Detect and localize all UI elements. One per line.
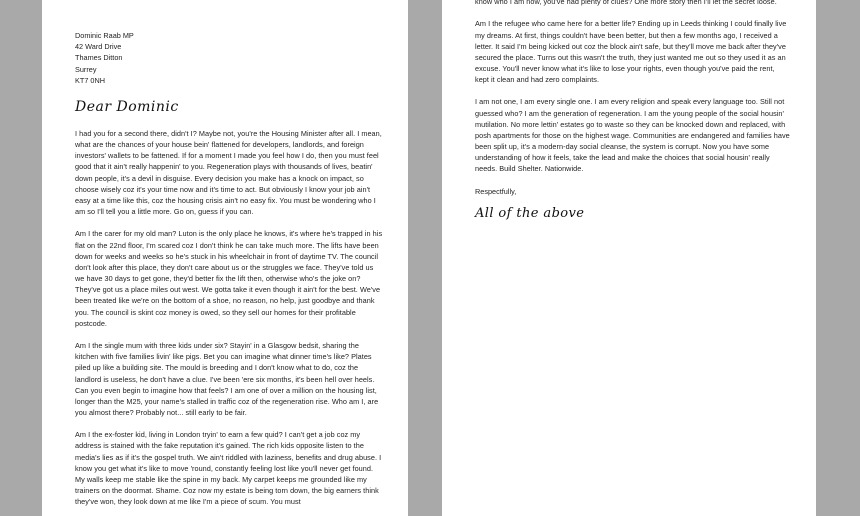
handwritten-signature: All of the above bbox=[475, 205, 585, 221]
handwritten-salutation: Dear Dominic bbox=[75, 99, 179, 116]
address-line: Dominic Raab MP bbox=[75, 31, 134, 40]
letter-paragraph: Am I the ex-foster kid, living in London tryin' to earn a few quid? I can't get a job coz my address is stained with the fake reputation it's gained. The rich kids opposite listen to the media's lies as if it's the gospel truth. We ain't riddled with laziness, benefits and drug abuse. I know you get what it's like to move 'round, constantly feeling lost like you'll never get found. My walls keep me stable like the spine in my back. My carpet keeps me grounded like my trainers on the doormat. Shame. Coz now my estate is being torn down, the big earners think they've won, they look down at me like I'm a piece of scum. You must bbox=[75, 430, 382, 507]
letter-page-right bbox=[442, 0, 816, 516]
address-line: Surrey bbox=[75, 64, 97, 74]
letter-paragraph: I had you for a second there, didn't I? Maybe not, you're the Housing Minister after all. I mean, what are the chances of your house bein' flattened for developers, landlords, and foreign investors' wallets to be fattened. If for a moment I made you feel how I do, then you must feel good that it ain't really happenin' to you. Regeneration plays with thousands of lives, beatin' down people, it's a devil in disguise. Every decision you make has a knock on impact, so choose wisely coz it's your time now and it's time to act. But obviously I know your job ain't easy at a time like this, coz the housing crisis ain't no easy fix. You must be wondering who I am so I'll tell you a little more. Go on, guess if you can. bbox=[75, 129, 382, 217]
letter-page-left bbox=[42, 0, 408, 516]
letter-paragraph: I am not one, I am every single one. I am every religion and speak every language too. Still not guessed who? I am the generation of regeneration. I am the young people of the social housin' mutilation. No more lettin' estates go to waste so they can be knocked down and replaced, with posh apartments for those on the highest wage. Communities are endangered and families have been split up, it's a modern-day social cleanse, the system is corrupt. Now you have some understanding of how it feels, take the lead and make the choices that social housin' really needs. Build Shelter. Nationwide. bbox=[475, 97, 790, 174]
address-line: KT7 0NH bbox=[75, 75, 106, 85]
recipient-address bbox=[75, 30, 384, 86]
signoff: Respectfully, bbox=[475, 186, 517, 196]
letter-paragraph: Am I the single mum with three kids under six? Stayin' in a Glasgow bedsit, sharing the kitchen with five families livin' like pigs. Bet you can imagine what dinner time's like? Plates piled up like a building site. The mould is breeding and I don't know what to do, coz the landlord is useless, he don't have a clue. I've been 'ere six months, it's been hell over heels. Can you even begin to imagine how that feels? I am one of over a million on the housing list, longer than the M25, your name's stalled in traffic coz of the regeneration rise. Who am I, are you almost there? Probably not... still early to be fair. bbox=[75, 341, 379, 417]
letter-paragraph: Am I the refugee who came here for a better life? Ending up in Leeds thinking I could finally live my dreams. At first, things couldn't have been better, but then a few months ago, I received a letter. It said I'm being kicked out coz the block ain't safe, but they'll move me back after they've secured the place. Turns out this wasn't the truth, they just wanted me out so they used it as an excuse. You'll never know what it's like to lose your rights, even though you've paid the rent, kept it clean and had zero complaints. bbox=[475, 19, 787, 85]
address-line: 42 Ward Drive bbox=[75, 42, 122, 52]
letter-paragraph: Am I the carer for my old man? Luton is the only place he knows, it's where he's trapped in his flat on the 22nd floor, I'm scared coz I don't think he can take much more. The lifts have been down for weeks and weeks so he's stuck in his wheelchair in front of daytime TV. The council don't look after this place, they don't care about us or the struggles we face. They've told us we have 30 days to get gone, they'd better fix the lift then, otherwise who's the joke on? They've got us a place miles out west. We gotta take it even though it ain't for the best. We've been treated like we're on the bottom of a shoe, no reason, no help, just goodbye and thank you. The council is skint coz money is owed, so they sell our homes for their profitable postcode. bbox=[75, 229, 383, 328]
address-line: Thames Ditton bbox=[75, 53, 123, 63]
letter-paragraph: know who I am now, you've had plenty of clues? One more story then I'll let the secret loose. bbox=[475, 0, 777, 6]
